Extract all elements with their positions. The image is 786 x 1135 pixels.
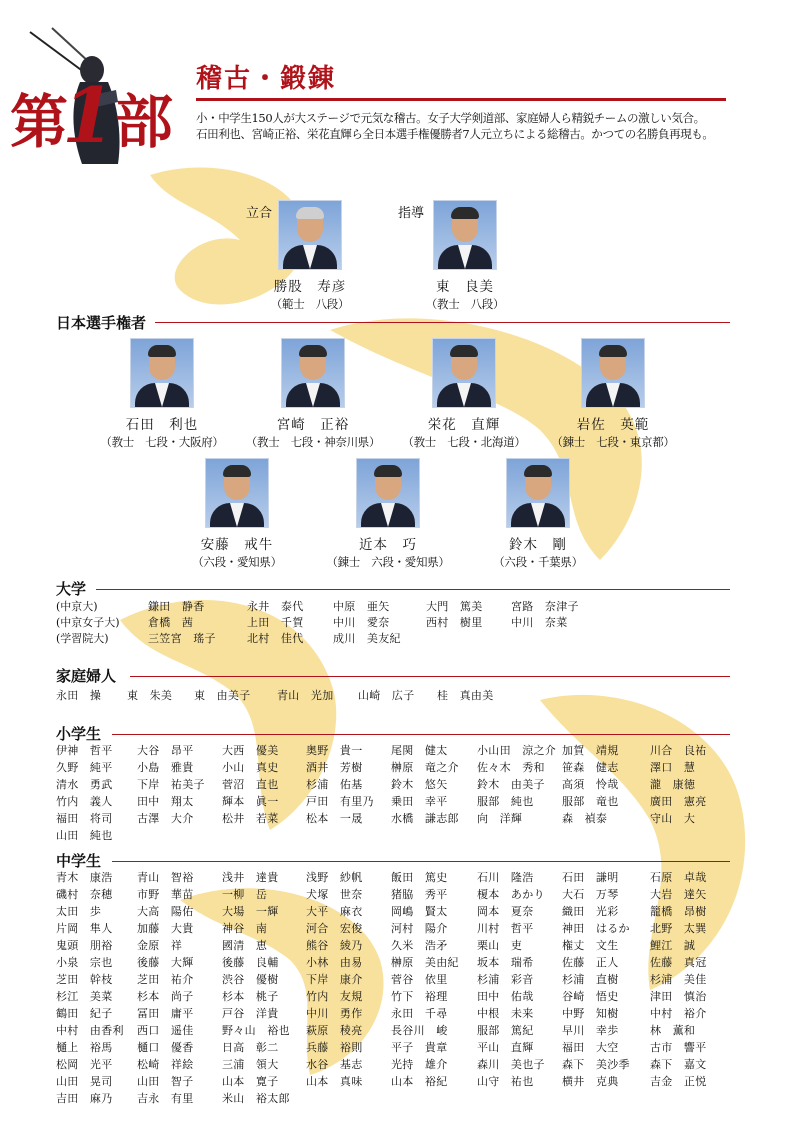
member-name: 尾関 健太: [391, 744, 448, 757]
member-name: 菅沼 直也: [222, 778, 279, 791]
member-name: 下岸 祐美子: [137, 778, 205, 791]
champion-card: [384, 338, 544, 450]
member-name: 久米 浩矛: [391, 939, 448, 952]
member-name: 谷崎 悟史: [562, 990, 619, 1003]
member-name: 石川 隆浩: [477, 871, 534, 884]
member-name: 東 朱美: [127, 689, 173, 702]
person-rank: （錬士 七段・東京都）: [551, 435, 675, 449]
member-name: 佐藤 正人: [562, 956, 619, 969]
champions-heading: 日本選手権者: [56, 314, 147, 332]
tachiai-label: 立合: [246, 206, 273, 221]
person-name: 岩佐 英範: [576, 417, 650, 433]
member-name: 犬塚 世奈: [306, 888, 363, 901]
member-name: 杉本 桃子: [222, 990, 279, 1003]
member-name: 林 薫和: [650, 1024, 696, 1037]
member-name: 上田 千賀: [247, 616, 304, 629]
member-name: 鎌田 静香: [148, 600, 205, 613]
person-rank: （教士 七段・大阪府）: [100, 435, 224, 449]
person-rank: （教士 八段）: [425, 297, 505, 311]
member-name: 籠橋 昂樹: [650, 905, 707, 918]
member-name: 伊神 哲平: [56, 744, 113, 757]
member-name: 萩原 稜亮: [306, 1024, 363, 1037]
member-name: 宮路 奈津子: [511, 600, 579, 613]
portrait-photo: [432, 338, 496, 408]
member-name: 岡嶋 賢太: [391, 905, 448, 918]
member-name: 鈴木 悠矢: [391, 778, 448, 791]
member-name: 金原 祥: [137, 939, 183, 952]
member-name: 山田 純也: [56, 829, 113, 842]
member-name: 竹下 裕理: [391, 990, 448, 1003]
member-name: 松崎 祥絵: [137, 1058, 194, 1071]
champion-card: [533, 338, 693, 450]
member-name: 北村 佳代: [247, 632, 304, 645]
member-name: 磯村 奈穂: [56, 888, 113, 901]
member-name: 山守 祐也: [477, 1075, 534, 1088]
member-name: 服部 竜也: [562, 795, 619, 808]
member-name: 永井 泰代: [247, 600, 304, 613]
member-name: 守山 大: [650, 812, 696, 825]
member-name: 浅野 紗帆: [306, 871, 363, 884]
member-name: 光持 雄介: [391, 1058, 448, 1071]
member-name: 山田 晃司: [56, 1075, 113, 1088]
portrait-photo: [506, 458, 570, 528]
member-name: 久野 純平: [56, 761, 113, 774]
member-name: 猪脇 秀平: [391, 888, 448, 901]
member-name: 大谷 昂平: [137, 744, 194, 757]
member-name: 栗山 吏: [477, 939, 523, 952]
person-rank: （範士 八段）: [270, 297, 350, 311]
member-name: 平山 直輝: [477, 1041, 534, 1054]
member-name: 三浦 領大: [222, 1058, 279, 1071]
person-name: 宮崎 正裕: [276, 417, 350, 433]
member-name: 竹内 友規: [306, 990, 363, 1003]
member-name: 中村 裕介: [650, 1007, 707, 1020]
member-name: 田中 翔太: [137, 795, 194, 808]
member-name: 山田 智子: [137, 1075, 194, 1088]
university-label: (中京女子大): [56, 616, 120, 629]
member-name: 野々山 裕也: [222, 1024, 290, 1037]
member-name: 戸田 有里乃: [306, 795, 374, 808]
member-name: 永田 千尋: [391, 1007, 448, 1020]
member-name: 大石 万琴: [562, 888, 619, 901]
member-name: 西口 遥佳: [137, 1024, 194, 1037]
member-name: 青山 光加: [277, 689, 334, 702]
member-name: 青木 康浩: [56, 871, 113, 884]
member-name: 松本 一晟: [306, 812, 363, 825]
member-name: 竹内 義人: [56, 795, 113, 808]
member-name: 鈴木 由美子: [477, 778, 545, 791]
portrait-photo: [278, 200, 342, 270]
member-name: 服部 純也: [477, 795, 534, 808]
member-name: 大西 優美: [222, 744, 279, 757]
description-line: 小・中学生150人が大ステージで元気な稽古。女子大学剣道部、家庭婦人ら精鋭チームの激しい気合。: [196, 111, 705, 125]
member-name: 下岸 康介: [306, 973, 363, 986]
member-name: 太田 歩: [56, 905, 102, 918]
member-name: 乗田 幸平: [391, 795, 448, 808]
member-name: 水谷 基志: [306, 1058, 363, 1071]
member-name: 横井 克典: [562, 1075, 619, 1088]
university-heading: 大学: [56, 580, 87, 598]
member-name: 古市 響平: [650, 1041, 707, 1054]
member-name: 河合 宏俊: [306, 922, 363, 935]
member-name: 神田 はるか: [562, 922, 630, 935]
section-title: 稽古・鍛錬: [196, 64, 337, 94]
person-rank: （教士 七段・北海道）: [402, 435, 526, 449]
junior-high-heading: 中学生: [56, 852, 102, 870]
member-name: 一柳 岳: [222, 888, 268, 901]
member-name: 小泉 宗也: [56, 956, 113, 969]
person-rank: （六段・愛知県）: [192, 555, 282, 569]
shidou-label: 指導: [398, 206, 425, 221]
member-name: 大岩 達矢: [650, 888, 707, 901]
member-name: 松井 若菜: [222, 812, 279, 825]
portrait-photo: [130, 338, 194, 408]
member-name: 中村 由香利: [56, 1024, 124, 1037]
member-name: 芝田 祐介: [137, 973, 194, 986]
member-name: 後藤 大輝: [137, 956, 194, 969]
member-name: 石田 謙明: [562, 871, 619, 884]
person-name: 勝股 寿彦: [273, 279, 347, 295]
member-name: 冨田 庸平: [137, 1007, 194, 1020]
member-name: 加藤 大貴: [137, 922, 194, 935]
person-name: 近本 巧: [359, 537, 417, 553]
member-name: 三笠宮 瑤子: [148, 632, 216, 645]
member-name: 加賀 靖規: [562, 744, 619, 757]
member-name: 佐藤 真冠: [650, 956, 707, 969]
member-name: 杉浦 彩音: [477, 973, 534, 986]
member-name: 津田 慎治: [650, 990, 707, 1003]
member-name: 古澤 大介: [137, 812, 194, 825]
member-name: 織田 光彩: [562, 905, 619, 918]
member-name: 飯田 篤史: [391, 871, 448, 884]
member-name: 榊原 竜之介: [391, 761, 459, 774]
member-name: 山崎 広子: [358, 689, 415, 702]
member-name: 永田 操: [56, 689, 102, 702]
heading-rule: [130, 676, 730, 677]
member-name: 樋口 優香: [137, 1041, 194, 1054]
member-name: 神谷 南: [222, 922, 268, 935]
member-name: 山本 寛子: [222, 1075, 279, 1088]
member-name: 松岡 光平: [56, 1058, 113, 1071]
member-name: 鬼頭 朋裕: [56, 939, 113, 952]
part-title: 第1部: [10, 71, 167, 160]
member-name: 榊原 美由紀: [391, 956, 459, 969]
person-rank: （錬士 六段・愛知県）: [326, 555, 450, 569]
member-name: 大高 陽佑: [137, 905, 194, 918]
member-name: 小山田 涼之介: [477, 744, 557, 757]
person-rank: （六段・千葉県）: [493, 555, 583, 569]
member-name: 服部 篤紀: [477, 1024, 534, 1037]
member-name: 成川 美友紀: [333, 632, 401, 645]
section-title-rule: [196, 98, 726, 101]
member-name: 水橋 謙志郎: [391, 812, 459, 825]
member-name: 杉本 尚子: [137, 990, 194, 1003]
member-name: 川合 良祐: [650, 744, 707, 757]
member-name: 市野 華苗: [137, 888, 194, 901]
member-name: 大平 麻衣: [306, 905, 363, 918]
member-name: 平子 貴章: [391, 1041, 448, 1054]
member-name: 川村 哲平: [477, 922, 534, 935]
member-name: 大場 一輝: [222, 905, 279, 918]
heading-rule: [112, 734, 730, 735]
member-name: 中根 未来: [477, 1007, 534, 1020]
member-name: 東 由美子: [194, 689, 251, 702]
member-name: 石原 卓哉: [650, 871, 707, 884]
member-name: 権丈 文生: [562, 939, 619, 952]
member-name: 中川 愛奈: [333, 616, 390, 629]
member-name: 山本 裕紀: [391, 1075, 448, 1088]
member-name: 浅井 達貴: [222, 871, 279, 884]
member-name: 吉永 有里: [137, 1092, 194, 1105]
member-name: 清水 勇武: [56, 778, 113, 791]
champion-card: [157, 458, 317, 570]
member-name: 杉浦 直樹: [562, 973, 619, 986]
member-name: 杉浦 美佳: [650, 973, 707, 986]
member-name: 芝田 幹枝: [56, 973, 113, 986]
member-name: 田中 佑哉: [477, 990, 534, 1003]
member-name: 小林 由易: [306, 956, 363, 969]
member-name: 山本 真味: [306, 1075, 363, 1088]
heading-rule: [112, 861, 730, 862]
person-name: 栄花 直輝: [427, 417, 501, 433]
portrait-photo: [433, 200, 497, 270]
leader-card: [230, 200, 390, 312]
portrait-photo: [281, 338, 345, 408]
member-name: 向 洋輝: [477, 812, 523, 825]
housewives-heading: 家庭婦人: [56, 667, 117, 685]
person-name: 石田 利也: [125, 417, 199, 433]
description: [196, 110, 756, 142]
member-name: 福田 将司: [56, 812, 113, 825]
member-name: 桂 真由美: [437, 689, 494, 702]
heading-rule: [96, 589, 730, 590]
member-name: 坂本 瑞希: [477, 956, 534, 969]
member-name: 中野 知樹: [562, 1007, 619, 1020]
member-name: 兵藤 裕則: [306, 1041, 363, 1054]
member-name: 森下 美沙季: [562, 1058, 630, 1071]
member-name: 戸谷 洋貴: [222, 1007, 279, 1020]
member-name: 北野 太巽: [650, 922, 707, 935]
member-name: 森川 美也子: [477, 1058, 545, 1071]
portrait-photo: [205, 458, 269, 528]
member-name: 大門 篤美: [426, 600, 483, 613]
member-name: 岡本 夏奈: [477, 905, 534, 918]
member-name: 鯉江 誠: [650, 939, 696, 952]
person-name: 安藤 戒牛: [200, 537, 274, 553]
member-name: 中川 奈菜: [511, 616, 568, 629]
heading-rule: [155, 322, 730, 323]
member-name: 森 禎泰: [562, 812, 608, 825]
member-name: 熊谷 綾乃: [306, 939, 363, 952]
leader-card: [385, 200, 545, 312]
portrait-photo: [581, 338, 645, 408]
member-name: 西村 樹里: [426, 616, 483, 629]
member-name: 瀧 康徳: [650, 778, 696, 791]
member-name: 奥野 貴一: [306, 744, 363, 757]
university-label: (学習院大): [56, 632, 109, 645]
member-name: 早川 幸歩: [562, 1024, 619, 1037]
member-name: 渋谷 優樹: [222, 973, 279, 986]
member-name: 輝本 眞一: [222, 795, 279, 808]
member-name: 吉田 麻乃: [56, 1092, 113, 1105]
member-name: 片岡 隼人: [56, 922, 113, 935]
member-name: 吉金 正悦: [650, 1075, 707, 1088]
member-name: 小島 雅貴: [137, 761, 194, 774]
member-name: 杉浦 佑基: [306, 778, 363, 791]
champion-card: [458, 458, 618, 570]
university-label: (中京大): [56, 600, 98, 613]
member-name: 廣田 憲亮: [650, 795, 707, 808]
person-name: 鈴木 剛: [509, 537, 567, 553]
member-name: 中原 亜矢: [333, 600, 390, 613]
member-name: 高須 怜哉: [562, 778, 619, 791]
member-name: 笹森 健志: [562, 761, 619, 774]
member-name: 杉江 美菜: [56, 990, 113, 1003]
elementary-heading: 小学生: [56, 725, 102, 743]
person-name: 東 良美: [436, 279, 494, 295]
member-name: 倉橋 茜: [148, 616, 194, 629]
description-line: 石田利也、宮崎正裕、栄花直輝ら全日本選手権優勝者7人元立ちによる総稽古。かつての名勝負再現も。: [196, 127, 714, 141]
member-name: 鶴田 紀子: [56, 1007, 113, 1020]
member-name: 河村 陽介: [391, 922, 448, 935]
member-name: 後藤 良輔: [222, 956, 279, 969]
member-name: 青山 智裕: [137, 871, 194, 884]
member-name: 森下 嘉文: [650, 1058, 707, 1071]
champion-card: [82, 338, 242, 450]
member-name: 酒井 芳樹: [306, 761, 363, 774]
person-rank: （教士 七段・神奈川県）: [245, 435, 381, 449]
champion-card: [308, 458, 468, 570]
member-name: 小山 真史: [222, 761, 279, 774]
member-name: 菅谷 依里: [391, 973, 448, 986]
member-name: 佐々木 秀和: [477, 761, 545, 774]
champion-card: [233, 338, 393, 450]
member-name: 中川 勇作: [306, 1007, 363, 1020]
member-name: 樋上 裕馬: [56, 1041, 113, 1054]
member-name: 福田 大空: [562, 1041, 619, 1054]
member-name: 榎本 あかり: [477, 888, 545, 901]
member-name: 澤口 慧: [650, 761, 696, 774]
portrait-photo: [356, 458, 420, 528]
member-name: 國清 恵: [222, 939, 268, 952]
member-name: 日高 彰二: [222, 1041, 279, 1054]
member-name: 米山 裕太郎: [222, 1092, 290, 1105]
member-name: 長谷川 峻: [391, 1024, 448, 1037]
